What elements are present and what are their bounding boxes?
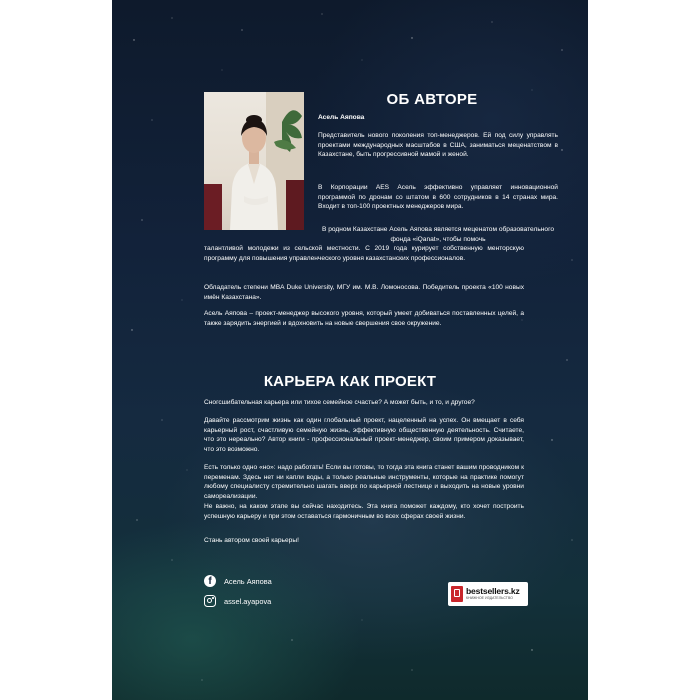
career-closing-line: Стань автором своей карьеры! <box>204 537 299 544</box>
instagram-handle: assel.ayapova <box>224 596 272 606</box>
career-paragraph-4: Не важно, на каком этапе вы сейчас находитесь. Эта книга поможет каждому, кто хочет построить успешную карьеру и при этом оставаться гармоничным во всех сферах своей жизни. <box>204 503 524 520</box>
career-heading: КАРЬЕРА КАК ПРОЕКТ <box>263 373 437 390</box>
publisher-tagline: КНИЖНОЕ ИЗДАТЕЛЬСТВО <box>466 596 513 601</box>
about-author-heading: ОБ АВТОРЕ <box>386 91 478 108</box>
facebook-row <box>204 575 272 587</box>
about-paragraph-3-start: В родном Казахстане Асель Аяпова является меценатом образовательного фонда «iQanat», чтобы помочь <box>321 226 555 243</box>
about-paragraph-3-rest: талантливой молодежи из сельской местности. С 2019 года курирует собственную менторскую программу для повышения управленческого уровня казахстанских профессионалов. <box>204 245 524 262</box>
about-paragraph-5: Асель Аяпова – проект-менеджер высокого уровня, который умеет добиваться поставленных целей, а также зарядить энергией и вдохновить на новые свершения свое окружение. <box>204 310 524 327</box>
about-paragraph-4: Обладатель степени MBA Duke University, МГУ им. М.В. Ломоносова. Победитель проекта «100 новых имён Казахстана». <box>204 284 524 301</box>
instagram-row <box>204 595 271 607</box>
instagram-icon <box>204 595 216 607</box>
facebook-name: Асель Аяпова <box>224 576 272 586</box>
book-back-cover <box>112 0 588 700</box>
publisher-book-icon <box>451 586 463 602</box>
facebook-icon: f <box>204 575 216 587</box>
career-paragraph-2: Давайте рассмотрим жизнь как один глобальный проект, нацеленный на успех. Он вмещает в себя карьерный рост, счастливую семейную жизнь, эффективную общественную деятельность. Считаете, что это нереально? Автор книги - профессиональный проект-менеджер, своим примером доказывает, что это возможно. <box>204 417 524 453</box>
publisher-logo <box>448 582 528 606</box>
about-paragraph-1: Представитель нового поколения топ-менеджеров. Ей под силу управлять проектами международных масштабов в США, заниматься меценатством в Казахстане, быть прогрессивной мамой и женой. <box>318 132 558 159</box>
about-paragraph-2: В Корпорации AES Асель эффективно управляет инновационной программой по дронам со штатом в 600 сотрудников в 14 странах мира. Входит в топ-100 проектных менеджеров мира. <box>318 184 558 211</box>
author-photo <box>204 92 304 230</box>
career-paragraph-3: Есть только одно «но»: надо работать! Если вы готовы, то тогда эта книга станет вашим проводником к переменам. Здесь нет ни капли воды, а только реальные инструменты, которые на практике помогут любому специалисту стремительно шагать вверх по карьерной лестнице и выходить на новые уровни самореализации. <box>204 464 524 500</box>
career-paragraph-1: Сногсшибательная карьера или тихое семейное счастье? А может быть, и то, и другое? <box>204 399 475 406</box>
publisher-name: bestsellers.kz <box>466 586 520 597</box>
author-name: Асель Аяпова <box>318 114 365 121</box>
